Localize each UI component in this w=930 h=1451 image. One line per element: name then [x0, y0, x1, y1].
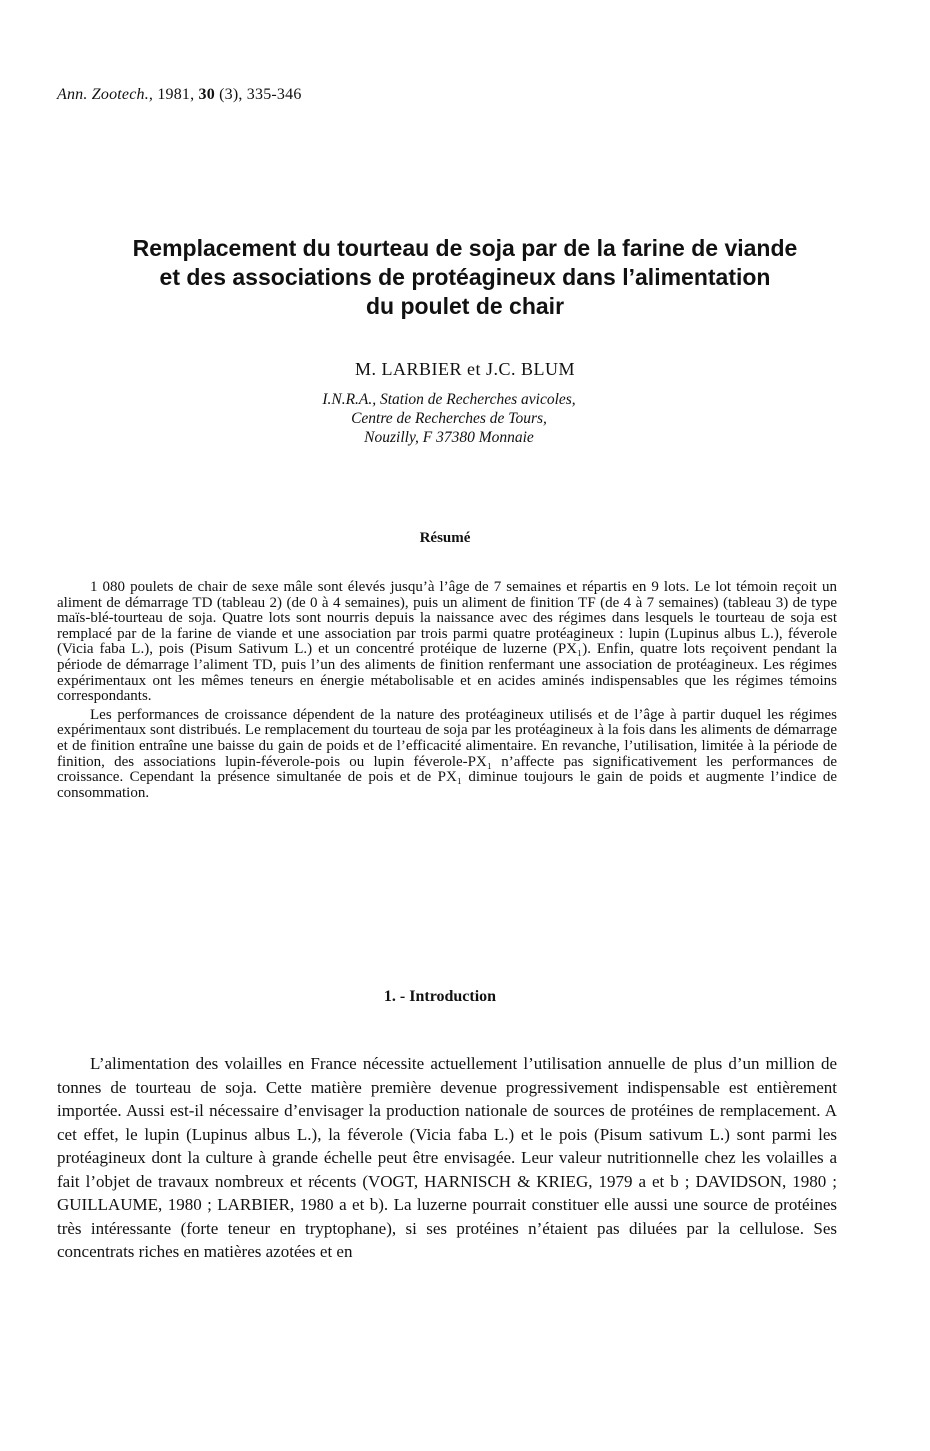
journal-year: 1981,	[157, 86, 195, 103]
article-title	[40, 234, 890, 321]
introduction-heading: 1. - Introduction	[383, 988, 497, 1005]
abstract-paragraph-1: 1 080 poulets de chair de sexe mâle sont élevés jusqu’à l’âge de 7 semaines et répartis en 9 lots. Le lot témoin reçoit un aliment de démarrage TD (tableau 2) (de 0 à 4 semaines), puis un aliment de finition TF (de 4 à 7 semaines) (tableau 3) de type maïs-blé-tourteau de soja. Quatre lots sont nourris depuis la naissance avec des régimes dans lesquels le tourteau de soja est remplacé par de la farine de viande et une association par trois parmi quatre protéagineux : lupin (Lupinus albus L.), féverole (Vicia faba L.), pois (Pisum Sativum L.) et un concentré protéique de luzerne (PX₁). Enfin, quatre lots reçoivent pendant la période de démarrage l’aliment TD, puis l’un des aliments de finition renfermant une association de protéagineux. Les régimes expérimentaux ont les mêmes teneurs en énergie métabolisable et en acides aminés indispensables que les régimes témoins correspondants.	[57, 579, 837, 705]
affiliation-line-1: I.N.R.A., Station de Recherches avicoles,	[322, 391, 576, 408]
author-affiliation	[0, 390, 890, 447]
journal-reference	[57, 86, 302, 104]
abstract-heading: Résumé	[419, 530, 471, 546]
title-line-2: et des associations de protéagineux dans l’alimentation	[159, 264, 771, 290]
journal-volume: 30	[198, 86, 215, 103]
author-list: M. LARBIER et J.C. BLUM	[354, 359, 575, 379]
abstract-body	[57, 580, 837, 804]
introduction-body	[57, 1052, 837, 1264]
title-line-3: du poulet de chair	[365, 293, 565, 319]
introduction-paragraph-1: L’alimentation des volailles en France nécessite actuellement l’utilisation annuelle de plus d’un million de tonnes de tourteau de soja. Cette matière première devenue progressivement indispensable est entièrement importée. Aussi est-il nécessaire d’envisager la production nationale de sources de protéines de remplacement. A cet effet, le lupin (Lupinus albus L.), la féverole (Vicia faba L.) et le pois (Pisum sativum L.) sont parmi les protéagineux dont la culture à grande échelle peut être envisagée. Leur valeur nutritionnelle chez les volailles a fait l’objet de travaux nombreux et récents (VOGT, HARNISCH & KRIEG, 1979 a et b ; DAVIDSON, 1980 ; GUILLAUME, 1980 ; LARBIER, 1980 a et b). La luzerne pourrait constituer elle aussi une source de protéines très intéressante (forte teneur en tryptophane), si ses protéines n’étaient pas diluées par la cellulose. Ses concentrats riches en matières azotées et en	[57, 1054, 837, 1261]
abstract-paragraph-2: Les performances de croissance dépendent de la nature des protéagineux utilisés et de l’âge à partir duquel les régimes expérimentaux sont distribués. Le remplacement du tourteau de soja par les protéagineux à la fois dans les aliments de démarrage et de finition entraîne une baisse du gain de poids et de l’efficacité alimentaire. En revanche, l’utilisation, limitée à la période de finition, des associations lupin-féverole-pois ou lupin féverole-PX₁ n’affecte pas significativement les performances de croissance. Cependant la présence simultanée de pois et de PX₁ diminue toujours le gain de poids et augmente l’indice de consommation.	[57, 706, 837, 801]
journal-issue-pages: (3), 335-346	[219, 86, 302, 103]
affiliation-line-2: Centre de Recherches de Tours,	[351, 410, 547, 427]
affiliation-line-3: Nouzilly, F 37380 Monnaie	[364, 429, 534, 446]
journal-name: Ann. Zootech.,	[57, 86, 154, 103]
title-line-1: Remplacement du tourteau de soja par de la farine de viande	[132, 235, 798, 261]
